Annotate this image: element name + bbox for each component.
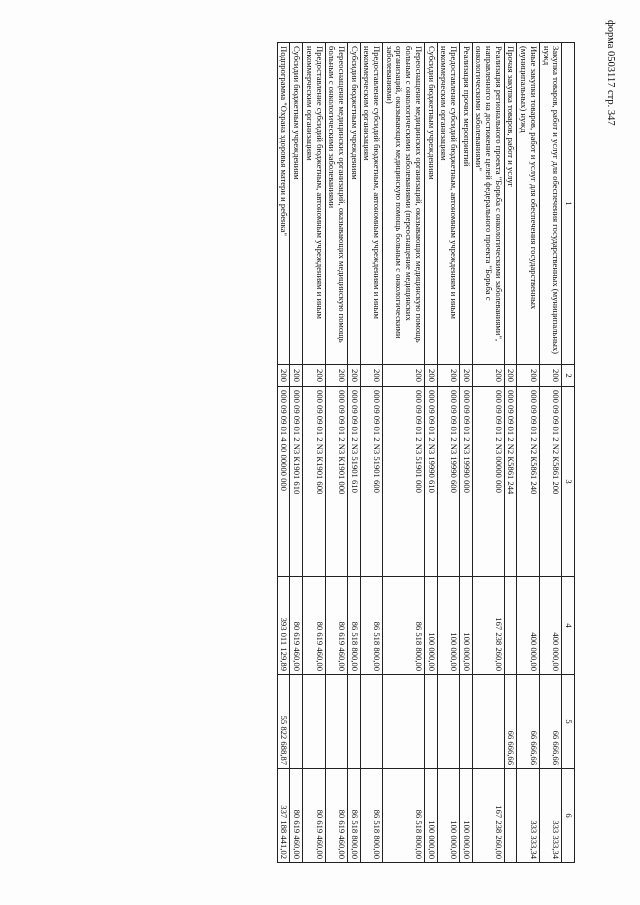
table-row	[290, 43, 303, 863]
row-name: Субсидии бюджетным учреждениям	[424, 43, 437, 365]
row-value-col5: 66 666,66	[504, 675, 517, 769]
table-row	[325, 43, 347, 863]
row-value-col5	[437, 675, 459, 769]
form-label-text: форма 0503117 стр. 347	[605, 20, 616, 126]
row-classification-code: 000 09 09 01 2 N3 19990 000	[459, 387, 472, 577]
row-classification-code: 000 09 09 01 2 N2 К5861 244	[504, 387, 517, 577]
row-name: Прочая закупка товаров, работ и услуг	[504, 43, 517, 365]
row-line-code: 200	[277, 365, 290, 387]
row-value-col5	[347, 675, 360, 769]
row-value-col4: 400 000,00	[517, 577, 539, 675]
row-name: Реализация регионального проекта "Борьба с онкологическими заболеваниями", направленного на достижение целей федерального проекта "Борьба с онкологическими заболеваниями"	[472, 43, 504, 365]
row-value-col5	[459, 675, 472, 769]
row-value-col6: 100 000,00	[459, 769, 472, 863]
row-name: Предоставление субсидий бюджетным, автономным учреждениям и иным некоммерческим организациям	[360, 43, 382, 365]
row-name: Предоставление субсидий бюджетным, автономным учреждениям и иным некоммерческим организациям	[437, 43, 459, 365]
row-value-col4: 80 619 460,00	[303, 577, 325, 675]
row-value-col5: 66 666,66	[517, 675, 539, 769]
row-line-code: 200	[303, 365, 325, 387]
row-name: Закупка товаров, работ и услуг для обеспечения государственных (муниципальных) нужд	[539, 43, 561, 365]
row-value-col5: 66 666,66	[539, 675, 561, 769]
rotated-table-container	[75, 42, 575, 862]
row-classification-code: 000 09 09 01 4 00 00000 000	[277, 387, 290, 577]
column-header: 2	[562, 365, 575, 387]
row-name: Субсидии бюджетным учреждениям	[347, 43, 360, 365]
row-value-col6: 80 619 460,00	[303, 769, 325, 863]
row-name: Иные закупки товаров, работ и услуг для обеспечения государственных (муниципальных) нужд	[517, 43, 539, 365]
column-header: 5	[562, 675, 575, 769]
row-value-col5	[472, 675, 504, 769]
row-line-code: 200	[517, 365, 539, 387]
row-classification-code: 000 09 09 01 2 N2 К5861 240	[517, 387, 539, 577]
row-value-col4: 167 238 260,00	[472, 577, 504, 675]
row-value-col4: 86 518 800,00	[360, 577, 382, 675]
table-row	[459, 43, 472, 863]
column-header: 4	[562, 577, 575, 675]
row-value-col6: 167 238 260,00	[472, 769, 504, 863]
row-value-col4: 86 518 800,00	[347, 577, 360, 675]
row-value-col4: 400 000,00	[539, 577, 561, 675]
row-classification-code: 000 09 09 01 2 N3 51901 610	[347, 387, 360, 577]
row-value-col5	[424, 675, 437, 769]
row-classification-code: 000 09 09 01 2 N2 К5861 200	[539, 387, 561, 577]
row-classification-code: 000 09 09 01 2 N3 19990 610	[424, 387, 437, 577]
row-line-code: 200	[383, 365, 425, 387]
row-line-code: 200	[360, 365, 382, 387]
table-row	[539, 43, 561, 863]
row-name: Предоставление субсидий бюджетным, автономным учреждениям и иным некоммерческим организациям	[303, 43, 325, 365]
table-row	[303, 43, 325, 863]
row-line-code: 200	[325, 365, 347, 387]
row-value-col5: 55 822 688,87	[277, 675, 290, 769]
table-row	[504, 43, 517, 863]
row-classification-code: 000 09 09 01 2 N3 К1901 000	[325, 387, 347, 577]
row-name: Подпрограмма "Охрана здоровья матери и ребенка"	[277, 43, 290, 365]
row-name: Реализация прочих мероприятий	[459, 43, 472, 365]
row-value-col5	[290, 675, 303, 769]
row-value-col4: 86 518 800,00	[383, 577, 425, 675]
row-line-code: 200	[347, 365, 360, 387]
row-name: Переоснащение медицинских организаций, оказывающих медицинскую помощь больным с онкологическими заболеваниями	[325, 43, 347, 365]
row-value-col4: 393 011 129,89	[277, 577, 290, 675]
row-classification-code: 000 09 09 01 2 N3 51901 600	[360, 387, 382, 577]
column-header: 6	[562, 769, 575, 863]
row-value-col6: 80 619 460,00	[325, 769, 347, 863]
table-row	[360, 43, 382, 863]
table-row	[517, 43, 539, 863]
row-value-col6: 100 000,00	[424, 769, 437, 863]
row-line-code: 200	[459, 365, 472, 387]
table-row	[383, 43, 425, 863]
row-value-col6: 86 518 800,00	[347, 769, 360, 863]
row-value-col6	[504, 769, 517, 863]
table-row	[347, 43, 360, 863]
row-value-col6: 86 518 800,00	[383, 769, 425, 863]
row-value-col6: 333 333,34	[539, 769, 561, 863]
table-row	[424, 43, 437, 863]
row-classification-code: 000 09 09 01 2 N3 К1901 600	[303, 387, 325, 577]
row-value-col4: 100 000,00	[424, 577, 437, 675]
row-value-col6: 333 333,34	[517, 769, 539, 863]
row-line-code: 200	[539, 365, 561, 387]
row-value-col5	[325, 675, 347, 769]
table-row	[277, 43, 290, 863]
column-header: 3	[562, 387, 575, 577]
row-classification-code: 000 09 09 01 2 N3 00000 000	[472, 387, 504, 577]
row-value-col4: 100 000,00	[459, 577, 472, 675]
row-value-col6: 100 000,00	[437, 769, 459, 863]
row-line-code: 200	[472, 365, 504, 387]
row-value-col4: 100 000,00	[437, 577, 459, 675]
row-value-col4: 80 619 460,00	[290, 577, 303, 675]
row-name: Переоснащение медицинских организаций, оказывающих медицинскую помощь больным с онкологическими заболеваниями (переоснащение медицинских организаций, оказывающих медицинскую помощь больным с онкологическими заболеваниями)	[383, 43, 425, 365]
row-value-col5	[303, 675, 325, 769]
form-label	[602, 20, 622, 360]
row-classification-code: 000 09 09 01 2 N3 19990 600	[437, 387, 459, 577]
row-classification-code: 000 09 09 01 2 N3 К1901 610	[290, 387, 303, 577]
row-line-code: 200	[504, 365, 517, 387]
row-value-col6: 337 188 441,02	[277, 769, 290, 863]
budget-table	[277, 42, 575, 863]
row-line-code: 200	[437, 365, 459, 387]
column-header: 1	[562, 43, 575, 365]
row-line-code: 200	[290, 365, 303, 387]
row-value-col6: 80 619 460,00	[290, 769, 303, 863]
row-name: Субсидии бюджетным учреждениям	[290, 43, 303, 365]
row-value-col4: 80 619 460,00	[325, 577, 347, 675]
row-value-col6: 86 518 800,00	[360, 769, 382, 863]
row-value-col4	[504, 577, 517, 675]
row-value-col5	[383, 675, 425, 769]
row-value-col5	[360, 675, 382, 769]
row-classification-code: 000 09 09 01 2 N3 51901 000	[383, 387, 425, 577]
table-row	[472, 43, 504, 863]
column-number-row	[562, 43, 575, 863]
table-row	[437, 43, 459, 863]
row-line-code: 200	[424, 365, 437, 387]
